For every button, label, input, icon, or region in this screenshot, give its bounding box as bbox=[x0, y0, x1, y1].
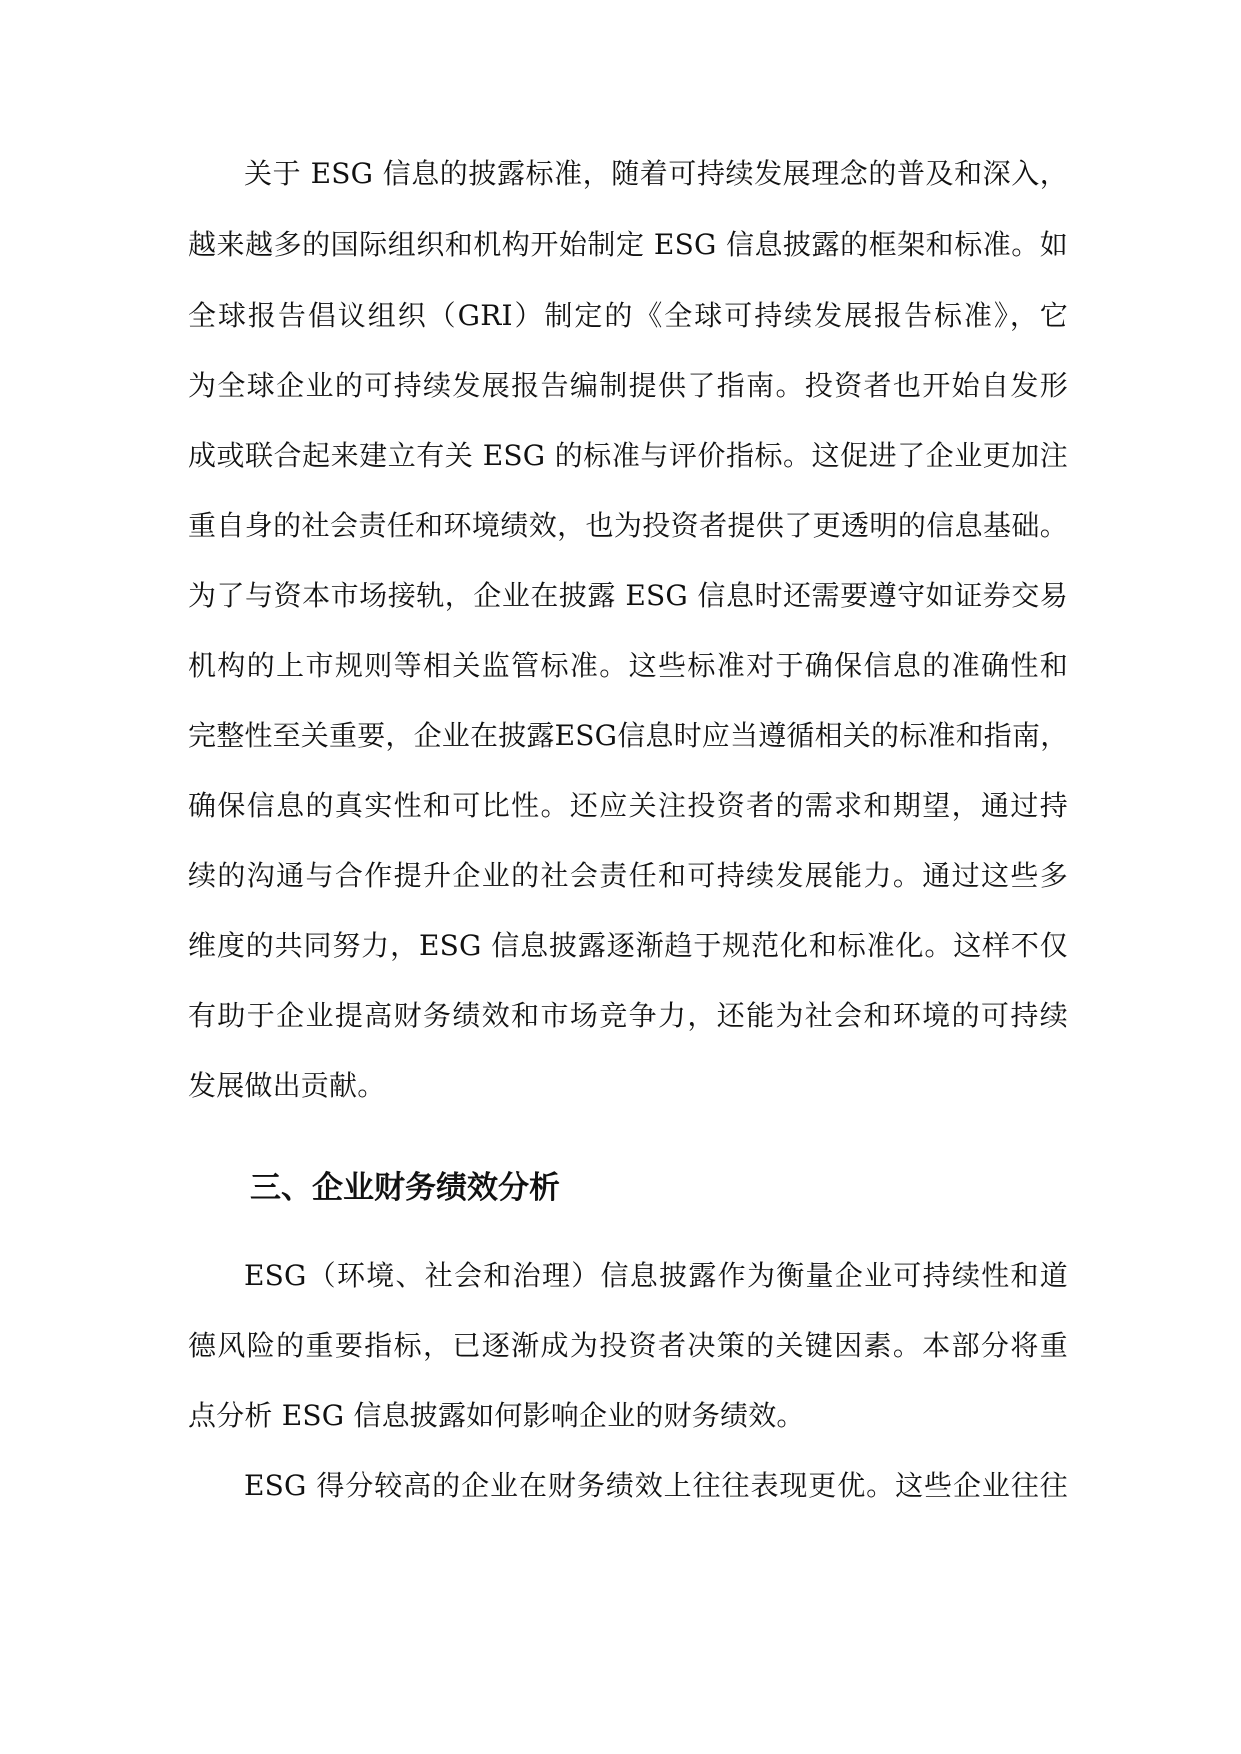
paragraph-line: ESG（环境、社会和治理）信息披露作为衡量企业可持续性和道 bbox=[244, 1259, 1068, 1292]
paragraph-line: 越来越多的国际组织和机构开始制定 ESG 信息披露的框架和标准。如 bbox=[188, 228, 1068, 261]
paragraph-line: 德风险的重要指标，已逐渐成为投资者决策的关键因素。本部分将重 bbox=[188, 1329, 1068, 1362]
paragraph-line: 发展做出贡献。 bbox=[188, 1069, 386, 1102]
paragraph-line: 完整性至关重要，企业在披露ESG信息时应当遵循相关的标准和指南， bbox=[188, 719, 1069, 752]
paragraph-line: 确保信息的真实性和可比性。还应关注投资者的需求和期望，通过持 bbox=[188, 789, 1068, 822]
paragraph-line: 维度的共同努力，ESG 信息披露逐渐趋于规范化和标准化。这样不仅 bbox=[188, 929, 1068, 962]
paragraph-line: ESG 得分较高的企业在财务绩效上往往表现更优。这些企业往往 bbox=[244, 1469, 1068, 1502]
paragraph-line: 全球报告倡议组织（GRI）制定的《全球可持续发展报告标准》，它 bbox=[188, 299, 1068, 332]
paragraph-line: 为了与资本市场接轨，企业在披露 ESG 信息时还需要遵守如证券交易 bbox=[188, 579, 1068, 612]
paragraph-line: 成或联合起来建立有关 ESG 的标准与评价指标。这促进了企业更加注 bbox=[188, 439, 1068, 472]
paragraph-line: 机构的上市规则等相关监管标准。这些标准对于确保信息的准确性和 bbox=[188, 649, 1068, 682]
paragraph-line: 为全球企业的可持续发展报告编制提供了指南。投资者也开始自发形 bbox=[188, 369, 1068, 402]
paragraph-line: 重自身的社会责任和环境绩效，也为投资者提供了更透明的信息基础。 bbox=[188, 509, 1068, 542]
paragraph-line: 关于 ESG 信息的披露标准，随着可持续发展理念的普及和深入， bbox=[244, 157, 1068, 190]
section-heading: 三、企业财务绩效分析 bbox=[250, 1170, 560, 1206]
paragraph-line: 续的沟通与合作提升企业的社会责任和可持续发展能力。通过这些多 bbox=[188, 859, 1068, 892]
paragraph-line: 点分析 ESG 信息披露如何影响企业的财务绩效。 bbox=[188, 1399, 805, 1432]
paragraph-line: 有助于企业提高财务绩效和市场竞争力，还能为社会和环境的可持续 bbox=[188, 999, 1068, 1032]
